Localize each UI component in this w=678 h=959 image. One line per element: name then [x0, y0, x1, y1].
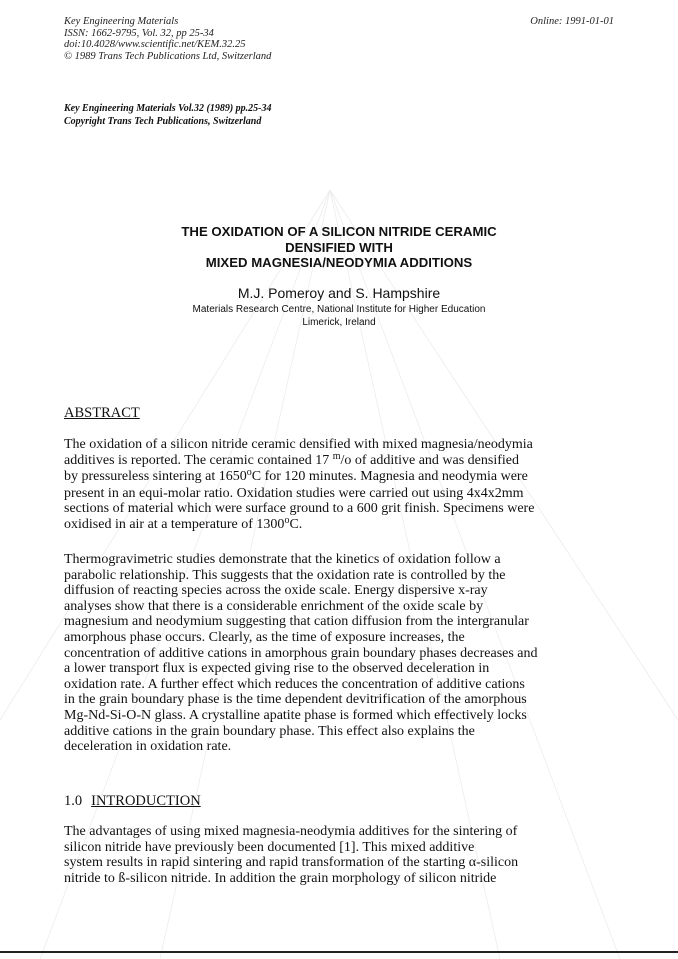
- page-bottom-rule: [0, 951, 678, 953]
- text-line: The oxidation of a silicon nitride ceramic densified with mixed magnesia/neodymia: [64, 437, 533, 452]
- text-span: C for 120 minutes. Magnesia and neodymia were: [251, 469, 528, 485]
- text-line: Mg-Nd-Si-O-N glass. A crystalline apatite phase is formed which effectively locks: [64, 707, 527, 723]
- journal-header: [64, 16, 271, 62]
- text-line: [64, 469, 624, 486]
- text-line: magnesium and neodymium suggesting that cation diffusion from the intergranular: [64, 614, 529, 630]
- copyright-line: © 1989 Trans Tech Publications Ltd, Switzerland: [64, 50, 272, 62]
- text-span: by pressureless sintering at 1650: [64, 469, 247, 485]
- doi-line: doi:10.4028/www.scientific.net/KEM.32.25: [64, 39, 246, 50]
- issn-line: ISSN: 1662-9795, Vol. 32, pp 25-34: [64, 27, 214, 39]
- text-line: diffusion of reacting species across the oxide scale. Energy dispersive x-ray: [64, 583, 488, 599]
- text-line: nitride to ß-silicon nitride. In addition the grain morphology of silicon nitride: [64, 870, 497, 886]
- text-line: [64, 514, 624, 534]
- authors: M.J. Pomeroy and S. Hampshire: [237, 285, 441, 301]
- superscript: o: [246, 467, 252, 479]
- abstract-heading: [64, 405, 140, 422]
- text-line: additive cations in the grain boundary phase. This effect also explains the: [64, 723, 475, 739]
- introduction-heading-text: INTRODUCTION: [91, 793, 201, 809]
- journal-name: Key Engineering Materials: [64, 16, 179, 27]
- text-span: C.: [289, 516, 303, 532]
- text-line: analyses show that there is a considerable enrichment of the oxide scale by: [64, 598, 484, 614]
- text-line: The advantages of using mixed magnesia-neodymia additives for the sintering of: [64, 824, 518, 839]
- abstract-paragraph-2: [64, 552, 624, 755]
- text-line: [64, 450, 624, 470]
- text-line: deceleration in oxidation rate.: [64, 739, 232, 755]
- citation-block: [64, 102, 272, 128]
- introduction-paragraph-1: [64, 824, 624, 886]
- superscript: m: [332, 450, 341, 462]
- section-number: 1.0: [64, 793, 83, 809]
- citation-line-1: Key Engineering Materials Vol.32 (1989) pp.25-34: [64, 103, 272, 114]
- text-line: present in an equi-molar ratio. Oxidation studies were carried out using 4x4x2mm: [64, 485, 524, 501]
- paper-title: [0, 224, 678, 271]
- introduction-heading: [64, 793, 201, 810]
- text-line: a lower transport flux is expected giving rise to the observed deceleration in: [64, 661, 490, 677]
- title-line-2: DENSIFIED WITH: [285, 239, 393, 255]
- affiliation-line-1: Materials Research Centre, National Institute for Higher Education: [192, 304, 486, 315]
- text-line: oxidation rate. A further effect which reduces the concentration of additive cations: [64, 676, 525, 692]
- text-line: concentration of additive cations in amorphous grain boundary phases decreases and: [64, 645, 538, 661]
- title-line-3: MIXED MAGNESIA/NEODYMIA ADDITIONS: [205, 255, 473, 270]
- abstract-heading-text: ABSTRACT: [64, 405, 140, 421]
- text-line: sections of material which were surface ground to a 600 grit finish. Specimens were: [64, 501, 535, 517]
- text-line: in the grain boundary phase is the time dependent devitrification of the amorphous: [64, 692, 527, 708]
- text-line: Thermogravimetric studies demonstrate that the kinetics of oxidation follow a: [64, 552, 501, 567]
- text-span: additives is reported. The ceramic contained 17: [64, 452, 333, 468]
- text-line: amorphous phase occurs. Clearly, as the time of exposure increases, the: [64, 629, 465, 645]
- text-line: system results in rapid sintering and rapid transformation of the starting α-silicon: [64, 855, 519, 871]
- title-line-1: THE OXIDATION OF A SILICON NITRIDE CERAMIC: [181, 224, 497, 239]
- text-span: /o of additive and was densified: [340, 452, 519, 468]
- abstract-paragraph-1: [64, 437, 624, 534]
- text-line: parabolic relationship. This suggests that the oxidation rate is controlled by the: [64, 567, 506, 583]
- text-line: silicon nitride have previously been documented [1]. This mixed additive: [64, 839, 475, 855]
- online-date: Online: 1991-01-01: [530, 16, 614, 27]
- text-span: oxidised in air at a temperature of 1300: [64, 516, 285, 532]
- citation-line-2: Copyright Trans Tech Publications, Switzerland: [64, 116, 262, 127]
- superscript: o: [284, 514, 290, 526]
- affiliation-line-2: Limerick, Ireland: [302, 317, 376, 328]
- affiliation: [0, 303, 678, 329]
